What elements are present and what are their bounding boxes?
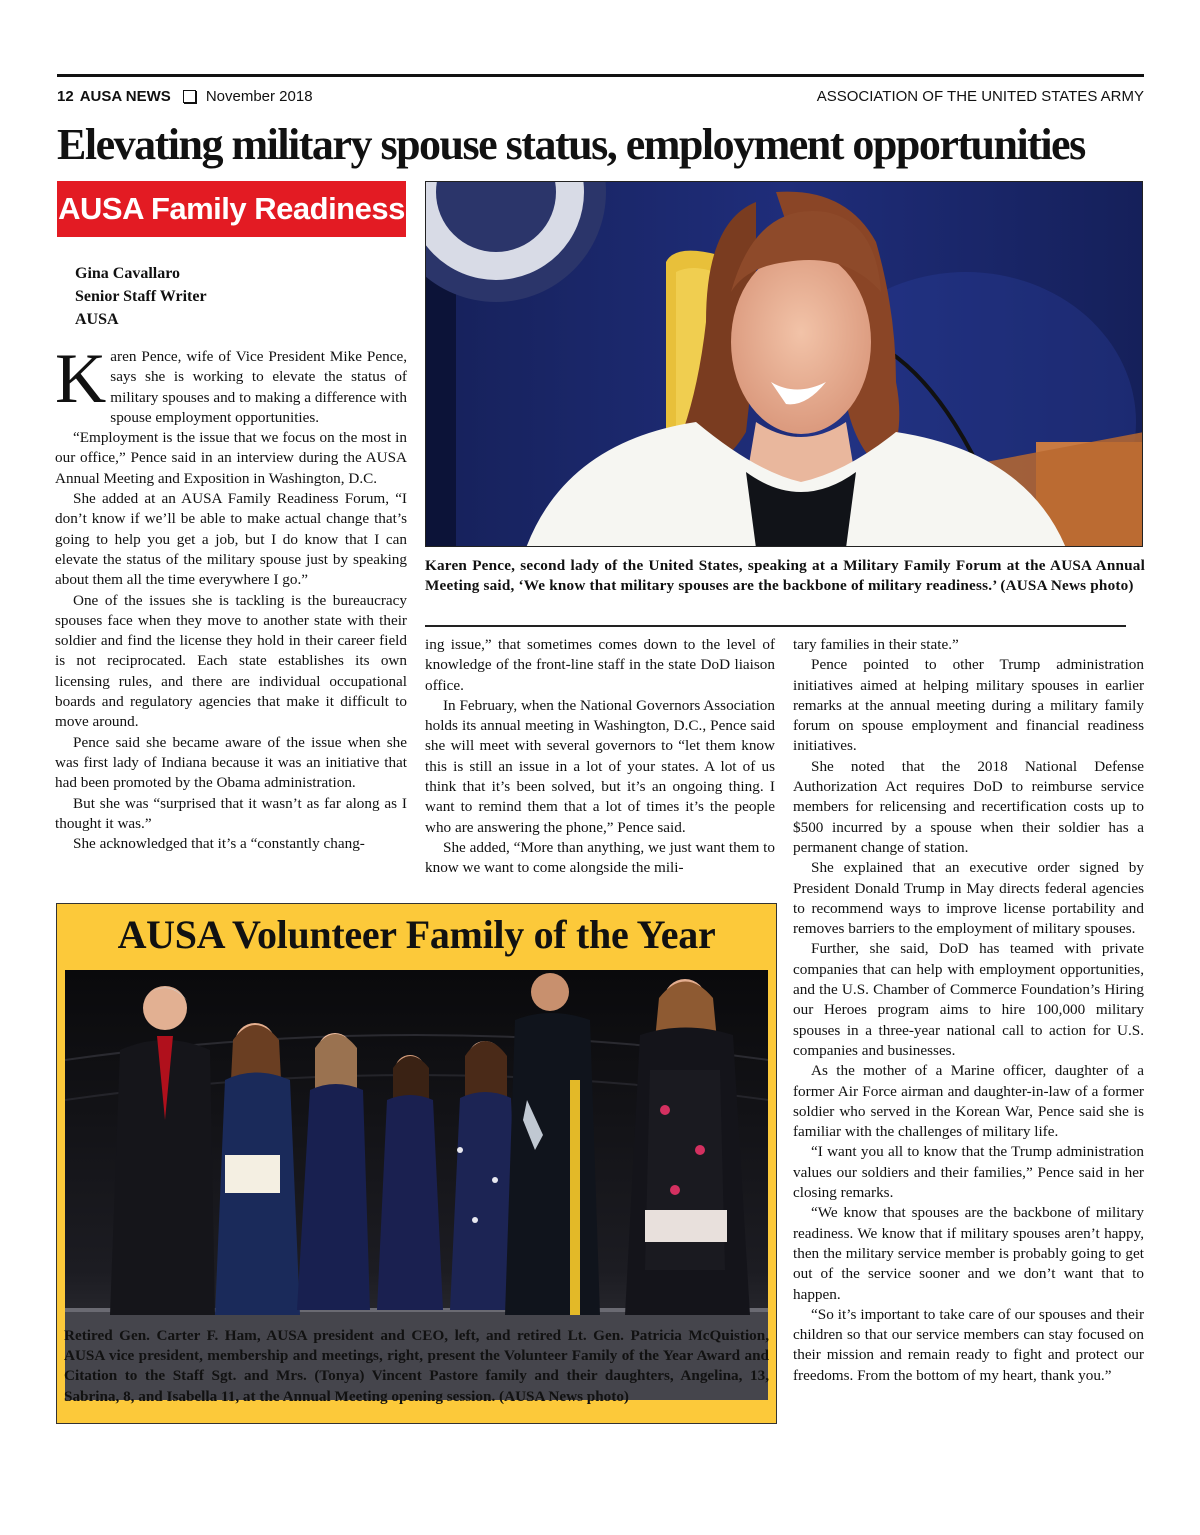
photo-illustration [426, 182, 1143, 547]
publication-name: AUSA NEWS [79, 88, 171, 105]
lead-paragraph: Karen Pence, wife of Vice President Mike Pence, says she is working to elevate the status of military spouses and to making a difference with spouse employment opportunities. [55, 340, 407, 426]
paragraph: “Employment is the issue that we focus on the most in our office,” Pence said in an interview during the AUSA Annual Meeting and Exposition in Washington, D.C. [55, 429, 407, 487]
paragraph: She noted that the 2018 National Defense Authorization Act requires DoD to reimburse service members for relicensing and recertification costs up to $500 incurred by a spouse when their soldier has a permanent change of station. [793, 757, 1144, 856]
paragraph: Further, she said, DoD has teamed with private companies that can help with employment opportunities, and the U.S. Chamber of Commerce Foundation’s Hiring our Heroes program aims to hire 100,000 military spouses in a three-year national call to action for U.S. companies and businesses. [793, 940, 1144, 1059]
caption-rule [425, 625, 1126, 627]
issue-date: November 2018 [205, 88, 313, 105]
page-number: 12 [57, 88, 74, 105]
article-column-1 [55, 340, 407, 854]
author-name: Gina Cavallaro [75, 265, 181, 282]
paragraph: tary families in their state.” [793, 636, 959, 653]
article-column-3 [793, 635, 1144, 1386]
drop-cap: K [55, 340, 107, 418]
paragraph: But she was “surprised that it wasn’t as far along as I thought it was.” [55, 794, 407, 832]
paragraph: Pence pointed to other Trump administration initiatives aimed at helping military spouses in earlier remarks at the annual meeting during a military family forum on spouse employment and financial readiness initiatives. [793, 656, 1144, 755]
paragraph: She added at an AUSA Family Readiness Forum, “I don’t know if we’ll be able to make actual change that’s going to help you get a job, but I do know that I can elevate the status of the military spouse just by speaking about them all the time everywhere I go.” [55, 490, 407, 589]
paragraph: “So it’s important to take care of our spouses and their children so that our service members can stay focused on their mission and remain ready to fight and protect our freedoms. From the bottom of my heart, thank you.” [793, 1305, 1144, 1384]
headline: Elevating military spouse status, employment opportunities [57, 120, 1085, 169]
byline [75, 262, 207, 331]
author-org: AUSA [75, 311, 119, 328]
paragraph: One of the issues she is tackling is the bureaucracy spouses face when they move to another state with their soldier and find the license they hold in their career field is not reciprocated. Each state establishes its own licensing rules, and there are individual occupational boards and regulatory agencies that make it difficult to move around. [55, 591, 407, 731]
author-title: Senior Staff Writer [75, 288, 207, 305]
paragraph: As the mother of a Marine officer, daughter of a former Air Force airman and daughter-in-law of a former soldier who served in the Korean War, Pence said she is familiar with the challenges of military life. [793, 1062, 1144, 1141]
karen-pence-photo [425, 181, 1143, 547]
checkbox-bullet-icon [183, 90, 196, 103]
sidebar-title: AUSA Volunteer Family of the Year [117, 912, 716, 957]
section-banner: AUSA Family Readiness [57, 181, 406, 237]
paragraph: ing issue,” that sometimes comes down to the level of knowledge of the front-line staff in the state DoD liaison office. [425, 636, 775, 694]
paragraph: She explained that an executive order signed by President Donald Trump in May directs federal agencies to recommend ways to improve license portability and removes barriers to the employment of military spouses. [793, 859, 1144, 938]
article-column-2 [425, 635, 775, 879]
paragraph: She added, “More than anything, we just want them to know we want to come alongside the mili- [425, 838, 775, 877]
paragraph: Pence said she became aware of the issue when she was first lady of Indiana because it was an initiative that had been promoted by the Obama administration. [55, 733, 407, 792]
header-rule [57, 74, 1144, 77]
paragraph: “I want you all to know that the Trump administration values our soldiers and their families,” Pence said in her closing remarks. [793, 1143, 1144, 1202]
sidebar-photo-caption: Retired Gen. Carter F. Ham, AUSA president and CEO, left, and retired Lt. Gen. Patricia McQuistion, AUSA vice president, membership and meetings, right, present the Volunteer Family of the Year Award and Citation to the Staff Sgt. and Mrs. (Tonya) Vincent Pastore family and their daughters, Angelina, 13, Sabrina, 8, and Isabella 11, at the Annual Meeting opening session. (AUSA News photo) [64, 1327, 769, 1405]
organization-name: ASSOCIATION OF THE UNITED STATES ARMY [816, 88, 1144, 105]
folio [57, 88, 313, 105]
paragraph: She acknowledged that it’s a “constantly chang- [73, 835, 365, 853]
paragraph: In February, when the National Governors Association holds its annual meeting in Washington, D.C., Pence said she will meet with several governors to “let them know this is still an issue in a lot of your states. A lot of us think that it’s been solved, but it’s an ongoing thing. I want to remind them that a lot of times it’s the people who are answering the phone,” Pence said. [425, 696, 775, 836]
photo-caption: Karen Pence, second lady of the United States, speaking at a Military Family Forum at the AUSA Annual Meeting said, ‘We know that military spouses are the backbone of military readiness.’ (AUSA News photo) [425, 557, 1145, 595]
paragraph: “We know that spouses are the backbone of military readiness. We know that if military spouses aren’t happy, then the military service member is probably going to get out of the service sooner and we don’t want that to happen. [793, 1204, 1144, 1303]
